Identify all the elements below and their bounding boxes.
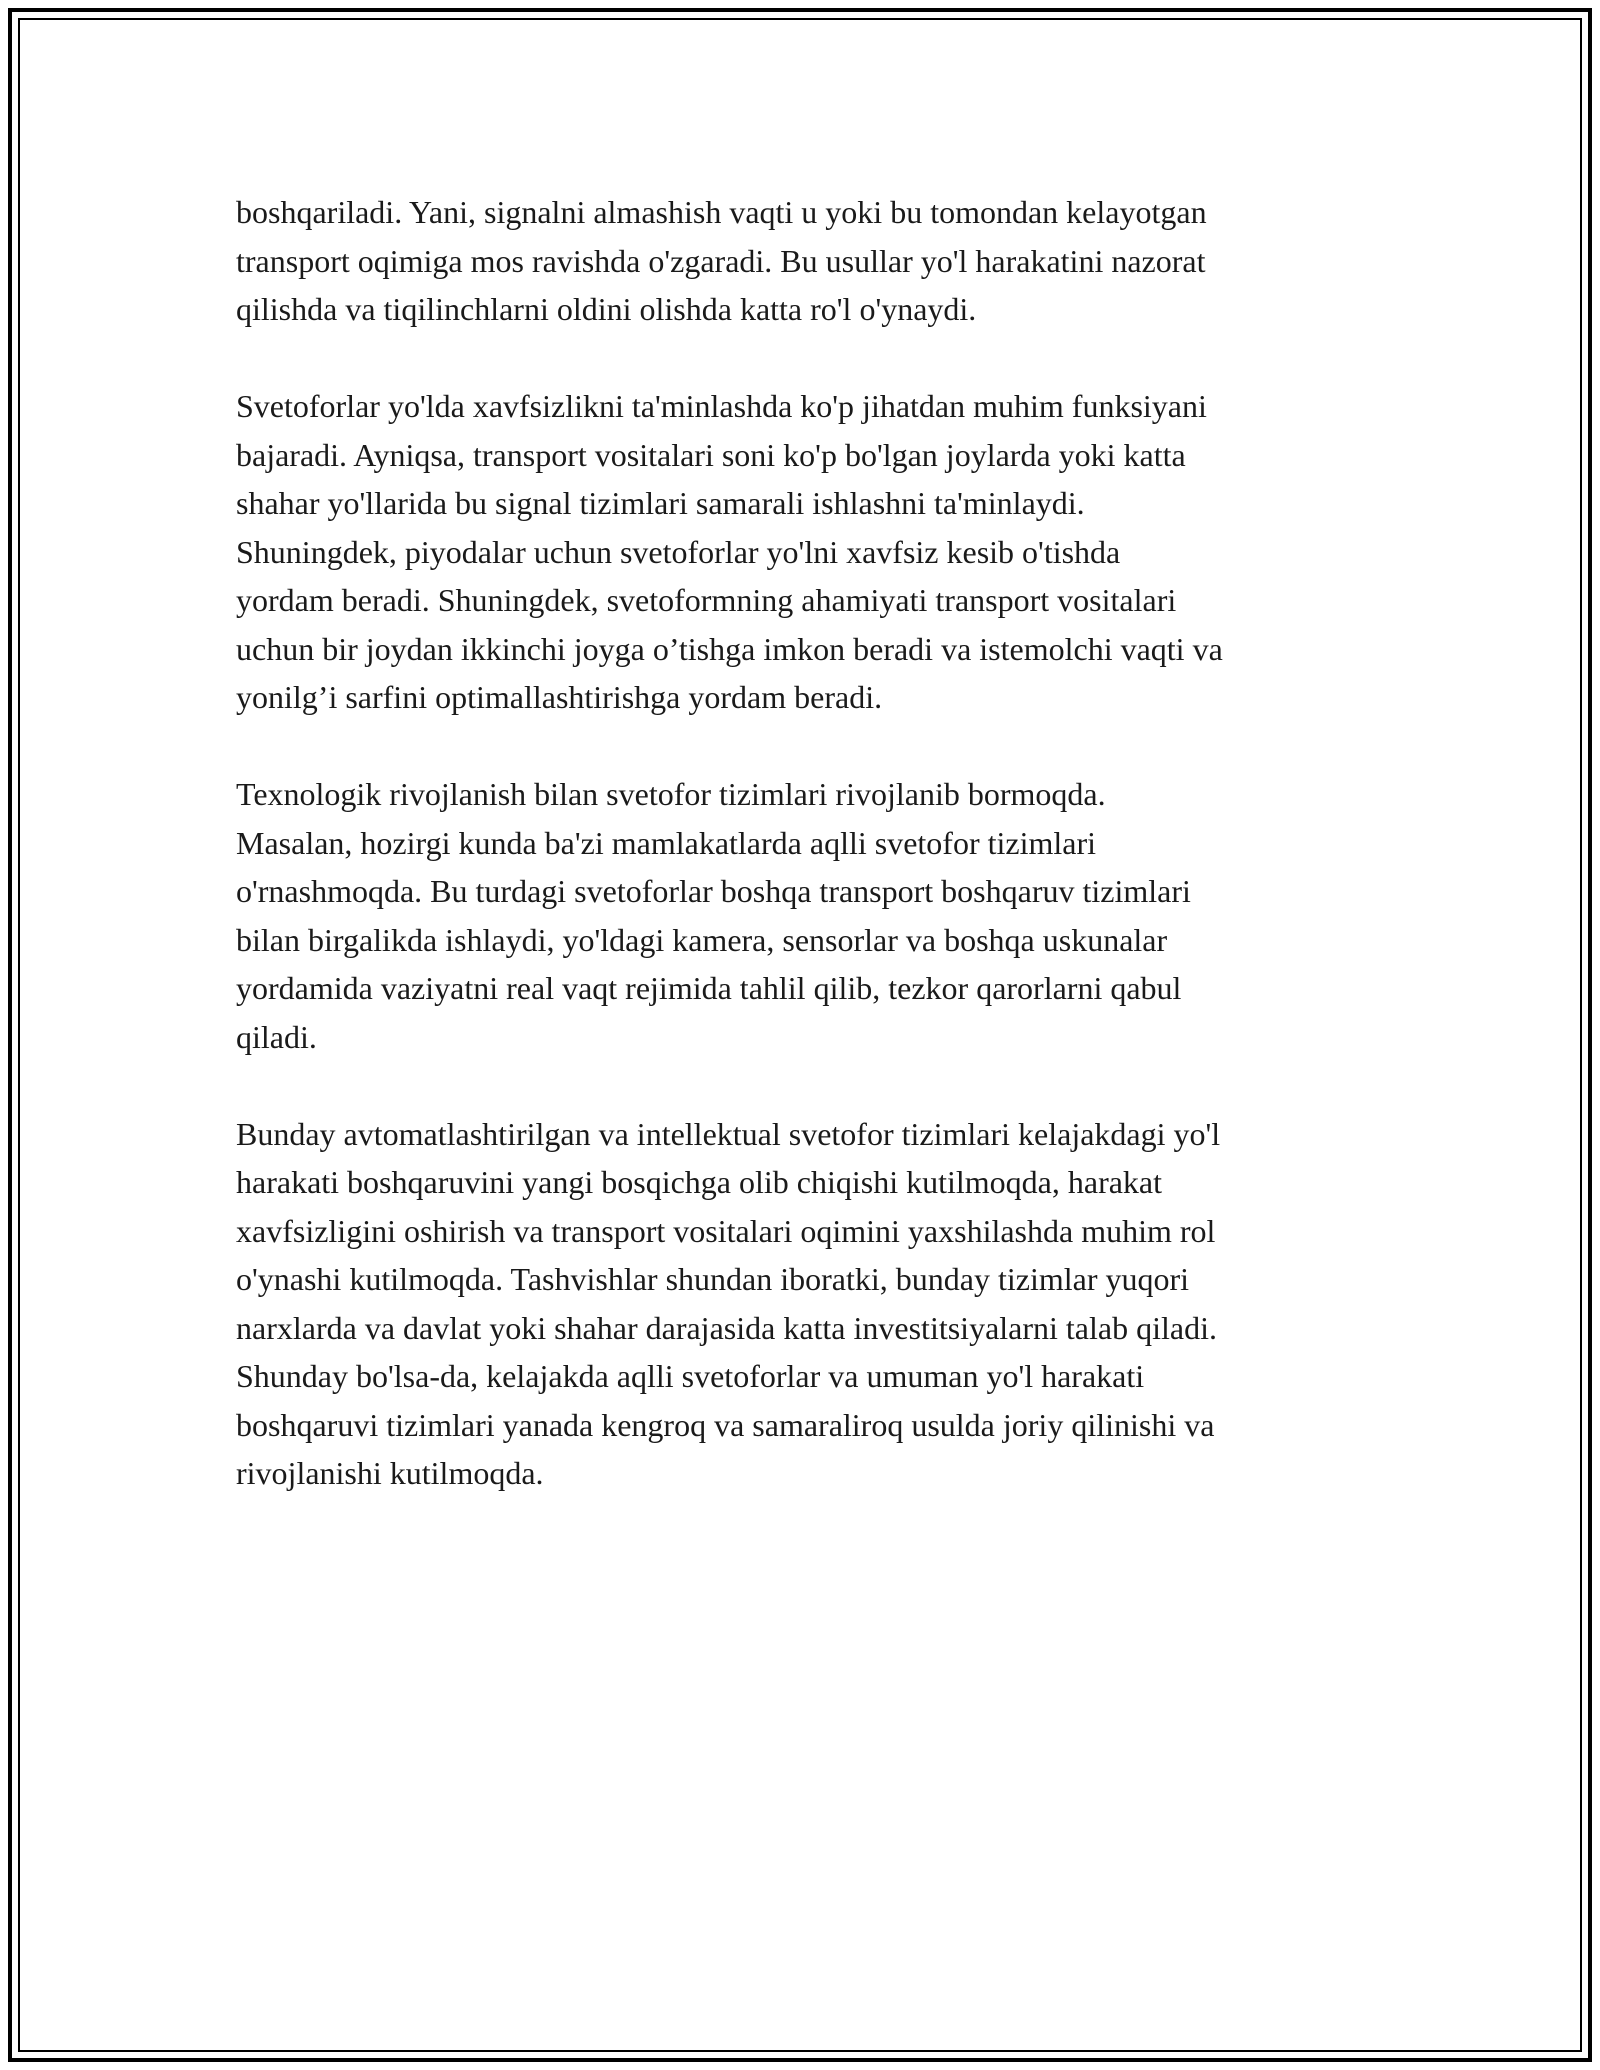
text-line: Shunday bo'lsa-da, kelajakda aqlli svetoforlar va umuman yo'l harakati [236, 1358, 1145, 1394]
document-body [236, 188, 1376, 1546]
text-line: shahar yo'llarida bu signal tizimlari samarali ishlashni ta'minlaydi. [236, 485, 1085, 521]
text-line: qilishda va tiqilinchlarni oldini olishda katta ro'l o'ynaydi. [236, 291, 977, 327]
text-line: o'rnashmoqda. Bu turdagi svetoforlar boshqa transport boshqaruv tizimlari [236, 873, 1191, 909]
text-line: boshqaruvi tizimlari yanada kengroq va samaraliroq usulda joriy qilinishi va [236, 1406, 1215, 1443]
text-line: harakati boshqaruvini yangi bosqichga olib chiqishi kutilmoqda, harakat [236, 1164, 1163, 1200]
text-line: Svetoforlar yo'lda xavfsizlikni ta'minlashda ko'p jihatdan muhim funksiyani [236, 388, 1207, 424]
text-line: Shuningdek, piyodalar uchun svetoforlar yo'lni xavfsiz kesib o'tishda [236, 533, 1121, 570]
text-line: yordam beradi. Shuningdek, svetoformning ahamiyati transport vositalari [236, 582, 1177, 618]
text-line: rivojlanishi kutilmoqda. [236, 1455, 544, 1491]
text-line: o'ynashi kutilmoqda. Tashvishlar shundan iboratki, bunday tizimlar yuqori [236, 1261, 1190, 1297]
text-line: yonilg’i sarfini optimallashtirishga yordam beradi. [236, 679, 883, 715]
paragraph-3 [236, 770, 1376, 1061]
text-line: yordamida vaziyatni real vaqt rejimida tahlil qilib, tezkor qarorlarni qabul [236, 970, 1182, 1006]
paragraph-1 [236, 188, 1376, 334]
text-line: narxlarda va davlat yoki shahar darajasida katta investitsiyalarni talab qiladi. [236, 1309, 1217, 1346]
text-line: bilan birgalikda ishlaydi, yo'ldagi kamera, sensorlar va boshqa uskunalar [236, 921, 1168, 958]
text-line: qiladi. [236, 1018, 317, 1055]
text-line: transport oqimiga mos ravishda o'zgaradi. Bu usullar yo'l harakatini nazorat [236, 242, 1206, 279]
text-line: Bunday avtomatlashtirilgan va intellektual svetofor tizimlari kelajakdagi yo'l [236, 1115, 1221, 1152]
paragraph-4 [236, 1110, 1376, 1498]
paragraph-2 [236, 382, 1376, 722]
text-line: Masalan, hozirgi kunda ba'zi mamlakatlarda aqlli svetofor tizimlari [236, 824, 1096, 861]
text-line: uchun bir joydan ikkinchi joyga o’tishga imkon beradi va istemolchi vaqti va [236, 630, 1223, 667]
text-line: Texnologik rivojlanish bilan svetofor tizimlari rivojlanib bormoqda. [236, 776, 1106, 812]
text-line: xavfsizligini oshirish va transport vositalari oqimini yaxshilashda muhim rol [236, 1212, 1216, 1249]
text-line: bajaradi. Ayniqsa, transport vositalari soni ko'p bo'lgan joylarda yoki katta [236, 436, 1186, 473]
text-line: boshqariladi. Yani, signalni almashish vaqti u yoki bu tomondan kelayotgan [236, 194, 1207, 230]
